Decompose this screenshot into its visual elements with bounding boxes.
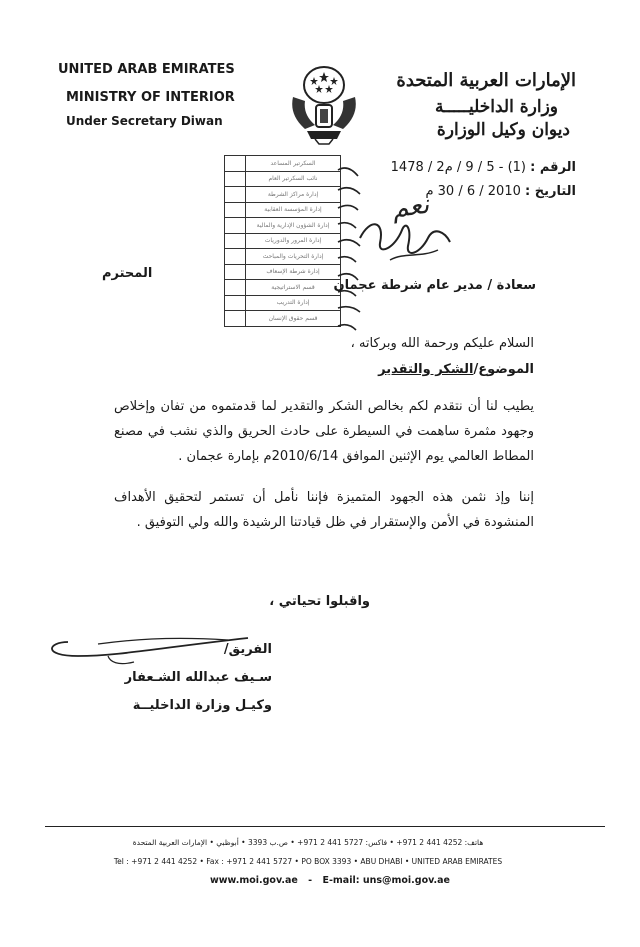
reference-number-value: (1) - 5 / 9 / م2 / 1478: [390, 160, 526, 175]
reference-number: [391, 160, 576, 175]
routing-row: [225, 156, 341, 172]
routing-row-label: قسم الاستراتيجية: [246, 280, 341, 296]
letterhead-en-line2: MINISTRY OF INTERIOR: [66, 90, 235, 105]
routing-row: [225, 264, 341, 280]
routing-row-label: إدارة التدريب: [246, 295, 341, 311]
footer-separator: -: [308, 875, 313, 886]
addressee-honorific: المحترم: [102, 266, 153, 281]
greeting: السلام عليكم ورحمة الله وبركاته ،: [350, 336, 534, 351]
footer-contacts: [210, 875, 450, 886]
signature-rank: الفريق/: [223, 642, 272, 657]
routing-check-cell: [225, 156, 246, 172]
routing-stamp-table: [224, 155, 341, 327]
routing-row-label: إدارة شرطة الإسعاف: [246, 264, 341, 280]
routing-check-cell: [225, 187, 246, 203]
letterhead-ar-line3: ديوان وكيل الوزارة: [436, 120, 570, 140]
routing-check-cell: [225, 249, 246, 265]
routing-row: [225, 233, 341, 249]
routing-check-cell: [225, 295, 246, 311]
routing-check-cell: [225, 233, 246, 249]
footer-ar-line: هاتف: 4252 441 2 971+ • فاكس: 5727 441 2 971+ • ص.ب 3393 • أبوظبي • الإمارات العربية المتحدة: [132, 838, 484, 847]
routing-row: [225, 187, 341, 203]
routing-row-label: نائب السكرتير العام: [246, 171, 341, 187]
routing-row: [225, 280, 341, 296]
signature-title: وكيـل وزارة الداخليــة: [132, 698, 272, 713]
routing-row-label: إدارة التحريات والمباحث: [246, 249, 341, 265]
routing-row-label: إدارة الشؤون الإدارية والمالية: [246, 218, 341, 234]
routing-row: [225, 249, 341, 265]
addressee-to: سعادة / مدير عام شرطة عجمان: [333, 278, 536, 293]
routing-row-label: إدارة المرور والدوريات: [246, 233, 341, 249]
routing-check-cell: [225, 218, 246, 234]
routing-row-label: إدارة المؤسسة العقابية: [246, 202, 341, 218]
letterhead-ar-line2: وزارة الداخليـــــة: [434, 97, 558, 117]
uae-emblem-icon: [287, 55, 361, 145]
routing-check-cell: [225, 202, 246, 218]
reference-date: [425, 184, 576, 199]
routing-check-cell: [225, 311, 246, 327]
body-paragraph-2: إننا وإذ نثمن هذه الجهود المتميزة فإننا نأمل أن تستمر لتحقيق الأهداف المنشودة في الأمن والإستقرار في ظل قيادتنا الرشيدة والله ولي التوفيق .: [114, 490, 534, 530]
routing-row: [225, 218, 341, 234]
reference-number-label: الرقم :: [530, 160, 576, 175]
routing-row-label: إدارة مراكز الشرطة: [246, 187, 341, 203]
routing-row: [225, 311, 341, 327]
subject-text: الشكر والتقدير: [378, 362, 474, 377]
footer-divider: [45, 826, 605, 827]
closing: واقبلوا تحياتي ،: [269, 594, 370, 609]
footer-email-link[interactable]: E-mail: uns@moi.gov.ae: [322, 875, 450, 886]
routing-check-cell: [225, 280, 246, 296]
routing-row-label: السكرتير المساعد: [246, 156, 341, 172]
routing-check-cell: [225, 171, 246, 187]
letterhead-ar-line1: الإمارات العربية المتحدة: [396, 70, 576, 91]
routing-check-cell: [225, 264, 246, 280]
handwritten-initials-signature: [350, 208, 460, 268]
subject-label: الموضوع/: [473, 362, 534, 377]
routing-check-marks-icon: [334, 158, 366, 340]
signature-name: سـيف عبدالله الشـعفار: [124, 670, 272, 685]
letterhead-en-line3: Under Secretary Diwan: [66, 114, 223, 128]
subject-line: [378, 362, 534, 377]
routing-row: [225, 171, 341, 187]
routing-row: [225, 202, 341, 218]
footer-en-line: Tel : +971 2 441 4252 • Fax : +971 2 441 5727 • PO BOX 3393 • ABU DHABI • UNITED ARAB EMIRATES: [113, 857, 503, 866]
handwritten-note: نعم: [390, 189, 432, 225]
reference-date-value: 2010 / 6 / 30 م: [425, 184, 521, 199]
body-paragraph-1: يطيب لنا أن نتقدم لكم بخالص الشكر والتقدير لما قدمتموه من تفان وإخلاص وجهود مثمرة ساهمت في السيطرة على حادث الحريق والذي نشب في مصنع المطاط العالمي يوم الإثنين الموافق 2010/6/14م بإمارة عجمان .: [114, 399, 534, 464]
footer-website-link[interactable]: www.moi.gov.ae: [210, 875, 298, 886]
reference-date-label: التاريخ :: [525, 184, 576, 199]
routing-row: [225, 295, 341, 311]
routing-row-label: قسم حقوق الإنسان: [246, 311, 341, 327]
letterhead-en-line1: UNITED ARAB EMIRATES: [58, 62, 235, 77]
